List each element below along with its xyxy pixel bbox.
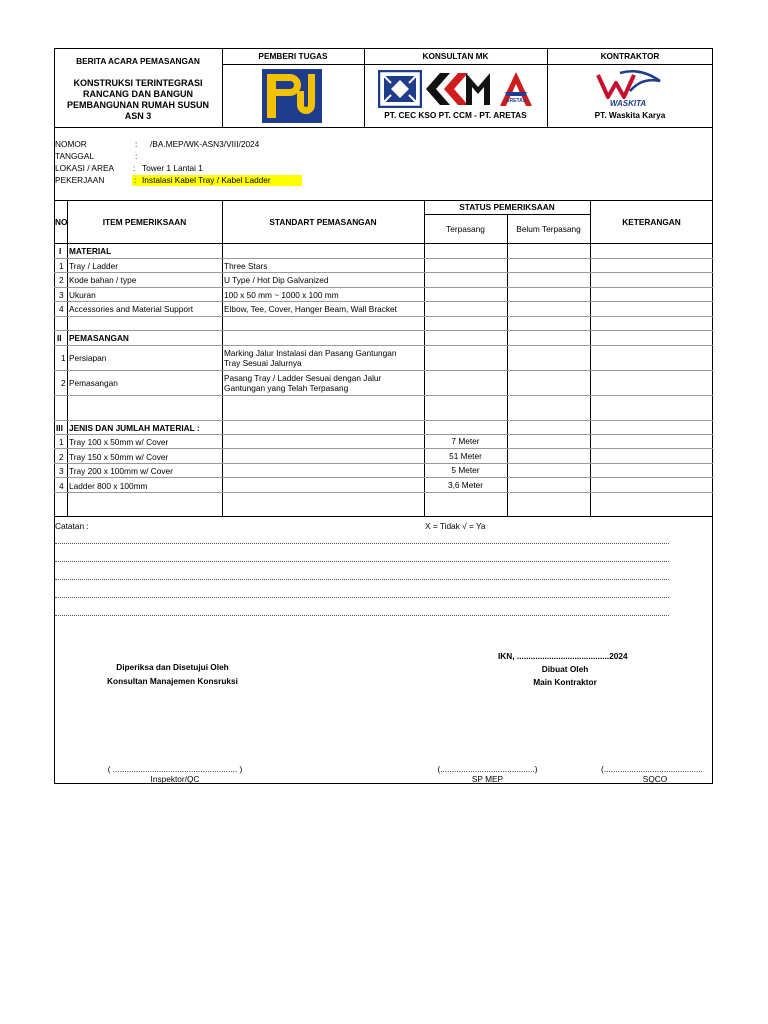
contractor-name: PT. Waskita Karya [594,110,666,120]
waskita-logo-text: WASKITA [609,99,647,108]
pekerjaan-sep: : [134,175,137,185]
ccm-logo-icon [424,70,496,108]
row-no: 3 [59,290,64,300]
col-belum-header: Belum Terpasang [516,224,581,234]
table-border [54,516,713,517]
row-item: Tray 150 x 50mm w/ Cover [69,452,169,462]
notes-line[interactable] [55,579,669,580]
project-title-line: ASN 3 [124,111,152,121]
row-item: Persiapan [69,353,107,363]
nomor-sep: : [135,139,138,149]
col-keterangan-header: KETERANGAN [622,217,681,227]
col-no-header: NO [55,217,68,227]
row-standard: U Type / Hot Dip Galvanized [224,275,329,285]
row-standard: Tray Sesuai Jalurnya [224,358,302,368]
row-standard: Elbow, Tee, Cover, Hanger Beam, Wall Bracket [224,304,397,314]
approved-by-line1: Diperiksa dan Disetujui Oleh [116,662,229,672]
project-title-line: KONSTRUKSI TERINTEGRASI [73,78,203,88]
row-no: 4 [59,304,64,314]
row-item: Accessories and Material Support [69,304,194,314]
row-standard: 100 x 50 mm ~ 1000 x 100 mm [224,290,339,300]
row-item: Tray 200 x 100mm w/ Cover [69,466,173,476]
row-item: Ukuran [69,290,96,300]
row-no: 4 [59,481,64,491]
tanggal-label: TANGGAL [55,151,95,161]
waskita-logo-icon [590,69,666,109]
row-no: 1 [59,261,64,271]
row-qty: 51 Meter [449,451,482,461]
section-number: III [56,423,63,433]
row-item: Ladder 800 x 100mm [69,481,148,491]
notes-line[interactable] [55,543,669,544]
row-no: 2 [61,378,66,388]
aretas-logo-text: ARETAS [505,98,527,104]
col-status-header: STATUS PEMERIKSAAN [459,202,555,212]
row-standard: Pasang Tray / Ladder Sesuai dengan Jalur [224,373,382,383]
row-no: 1 [61,353,66,363]
row-item: Tray / Ladder [69,261,119,271]
legend-text: X = Tidak √ = Ya [425,521,486,531]
section-title: JENIS DAN JUMLAH MATERIAL : [69,423,200,433]
row-item: Pemasangan [69,378,118,388]
made-by-line1: Dibuat Oleh [541,664,589,674]
sqco-role: SQCO [642,774,668,784]
section-number: I [59,246,62,256]
section-title: PEMASANGAN [69,333,129,343]
col-line [590,200,591,516]
nomor-label: NOMOR [55,139,87,149]
project-title-line: PEMBANGUNAN RUMAH SUSUN [66,100,209,110]
sqco-signature-blank[interactable]: (........................................... [601,764,703,774]
sp-mep-signature-blank[interactable]: (.........................................) [437,764,538,774]
consultant-col-title: KONSULTAN MK [422,51,489,61]
row-standard: Three Stars [224,261,268,271]
col-item-header: ITEM PEMERIKSAAN [102,217,187,227]
row-item: Tray 100 x 50mm w/ Cover [69,437,169,447]
notes-line[interactable] [55,615,669,616]
nomor-value: /BA.MEP/WK-ASN3/VIII/2024 [150,139,260,149]
project-title [56,78,220,122]
col-line [222,200,223,516]
row-no: 3 [59,466,64,476]
inspector-signature-blank[interactable]: ( ...................................................... ) [107,764,243,774]
row-qty: 7 Meter [451,436,480,446]
row-item: Kode bahan / type [69,275,137,285]
divider [54,127,713,128]
col-line [67,200,68,516]
doc-type-title: BERITA ACARA PEMASANGAN [76,56,200,66]
section-title: MATERIAL [69,246,112,256]
tanggal-sep: : [135,151,138,161]
row-no: 1 [59,437,64,447]
approved-by-line2: Konsultan Manajemen Konsruksi [107,676,238,686]
col-line [507,214,508,516]
lokasi-label: LOKASI / AREA [55,163,115,173]
divider [222,64,713,65]
pekerjaan-value: Instalasi Kabel Tray / Kabel Ladder [142,175,271,185]
pu-logo-icon [262,69,322,123]
col-terpasang-header: Terpasang [446,224,485,234]
project-title-line: RANCANG DAN BANGUN [83,89,193,99]
cec-logo-icon [378,70,422,108]
pekerjaan-label: PEKERJAAN [55,175,105,185]
made-by-line2: Main Kontraktor [533,677,597,687]
place-date: IKN, ........................................2024 [498,651,628,661]
row-no: 2 [59,275,64,285]
contractor-col-title: KONTRAKTOR [600,51,660,61]
col-standard-header: STANDART PEMASANGAN [269,217,377,227]
inspector-role: Inspektor/QC [150,774,200,784]
lokasi-sep: : [133,163,136,173]
owner-col-title: PEMBERI TUGAS [258,51,328,61]
row-standard: Gantungan yang Telah Terpasang [224,383,349,393]
lokasi-value: Tower 1 Lantai 1 [142,163,203,173]
sp-mep-role: SP MEP [471,774,504,784]
row-standard: Marking Jalur Instalasi dan Pasang Gantungan [224,348,397,358]
notes-line[interactable] [55,561,669,562]
notes-line[interactable] [55,597,669,598]
table-border [54,243,713,244]
table-border [54,200,713,201]
row-qty: 5 Meter [451,465,480,475]
row-no: 2 [59,452,64,462]
row-qty: 3,6 Meter [447,480,484,490]
consultant-name: PT. CEC KSO PT. CCM - PT. ARETAS [384,110,527,120]
notes-label: Catatan : [55,521,89,531]
aretas-logo-icon [497,70,535,108]
section-number: II [57,333,62,343]
